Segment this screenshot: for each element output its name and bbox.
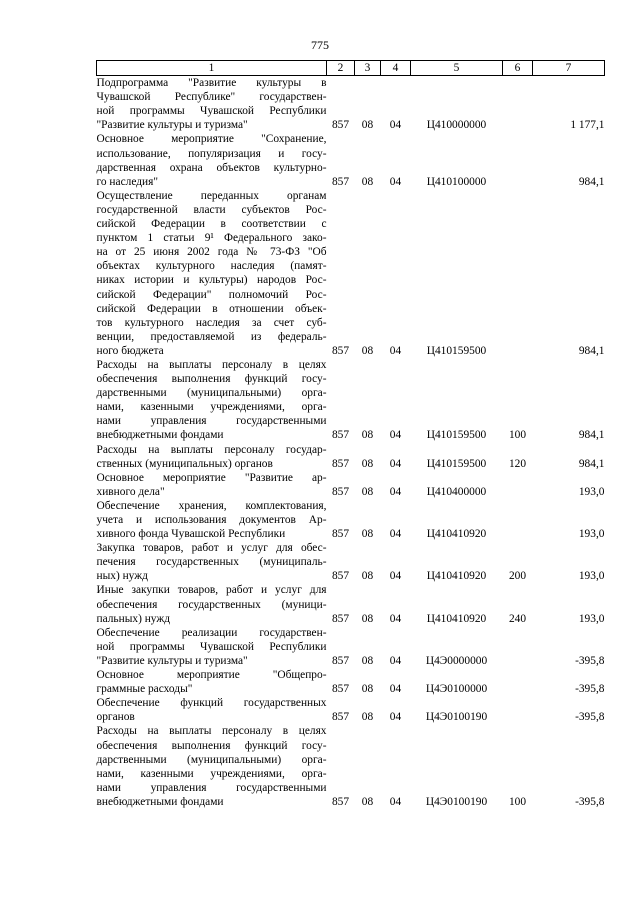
table-row: [97, 189, 605, 358]
description-line: хивного дела": [96, 485, 165, 498]
ministry-code: 857: [331, 344, 350, 357]
subsection-code: 04: [389, 654, 402, 667]
row-description: [97, 499, 327, 541]
ministry-code: 857: [331, 457, 350, 470]
ministry-code: 857: [331, 683, 350, 696]
header-col-5: 5: [411, 61, 503, 76]
row-description: [97, 626, 327, 668]
amount: 193,0: [578, 612, 605, 625]
description-line: объектах культурного наследия (памят-: [96, 260, 327, 273]
expense-type-code: 100: [508, 429, 527, 442]
ministry-code: 857: [331, 795, 350, 808]
subsection-code: 04: [389, 528, 402, 541]
row-description: [97, 76, 327, 133]
table-row: [97, 471, 605, 499]
amount: 193,0: [578, 570, 605, 583]
ministry-code: 857: [331, 175, 350, 188]
expense-type-code: 200: [508, 570, 527, 583]
description-line: пальных) нужд: [96, 612, 171, 625]
ministry-code: 857: [331, 711, 350, 724]
description-line: го наследия": [96, 175, 159, 188]
table-row: [97, 668, 605, 696]
section-code: 08: [361, 344, 374, 357]
target-item-code: Ц410159500: [426, 344, 487, 357]
description-line: обеспечения выполнения функций госу-: [96, 373, 327, 386]
amount: 984,1: [578, 344, 605, 357]
section-code: 08: [361, 711, 374, 724]
row-description: [97, 358, 327, 443]
target-item-code: Ц4Э0100000: [425, 683, 488, 696]
target-item-code: Ц410159500: [426, 457, 487, 470]
header-col-1: 1: [97, 61, 327, 76]
description-line: "Развитие культуры и туризма": [96, 119, 248, 132]
table-row: [97, 541, 605, 583]
amount: -395,8: [575, 795, 605, 808]
expense-type-code: [503, 696, 533, 724]
description-line: хивного фонда Чувашской Республики: [96, 528, 286, 541]
target-item-code: Ц410410920: [426, 570, 487, 583]
description-line: Обеспечение реализации государствен-: [96, 626, 327, 639]
description-line: Обеспечение функций государственных: [96, 697, 327, 710]
expense-type-code: [503, 189, 533, 358]
description-line: пунктом 1 статьи 9¹ Федерального зако-: [96, 232, 327, 245]
subsection-code: 04: [389, 344, 402, 357]
description-line: Расходы на выплаты персоналу государ-: [96, 443, 327, 456]
description-line: граммные расходы": [96, 683, 193, 696]
target-item-code: Ц410100000: [426, 175, 487, 188]
subsection-code: 04: [389, 683, 402, 696]
table-row: [97, 583, 605, 625]
description-line: Основное мероприятие "Общепро-: [96, 669, 327, 682]
subsection-code: 04: [389, 119, 402, 132]
target-item-code: Ц4Э0100190: [425, 795, 488, 808]
description-line: Основное мероприятие "Сохранение,: [96, 133, 327, 146]
ministry-code: 857: [331, 570, 350, 583]
section-code: 08: [361, 429, 374, 442]
description-line: сийской Федерации в отношении объек-: [96, 302, 327, 315]
amount: -395,8: [575, 683, 605, 696]
description-line: нами управления государственными: [96, 415, 327, 428]
table-row: [97, 626, 605, 668]
subsection-code: 04: [389, 570, 402, 583]
description-line: "Развитие культуры и туризма": [96, 654, 248, 667]
description-line: венции, предоставляемой из федераль-: [96, 330, 327, 343]
subsection-code: 04: [389, 429, 402, 442]
description-line: Основное мероприятие "Развитие ар-: [96, 471, 327, 484]
description-line: Осуществление переданных органам: [96, 189, 327, 202]
amount: -395,8: [575, 711, 605, 724]
description-line: нами, казенными учреждениями, орга-: [96, 401, 327, 414]
description-line: дарственная охрана объектов культурно-: [96, 161, 327, 174]
section-code: 08: [361, 175, 374, 188]
description-line: нами, казенными учреждениями, орга-: [96, 767, 327, 780]
description-line: сийской Федерации в соответствии с: [96, 218, 327, 231]
description-line: ственных (муниципальных) органов: [96, 457, 273, 470]
section-code: 08: [361, 457, 374, 470]
description-line: тов культурного наследия за счет суб-: [96, 316, 327, 329]
description-line: использование, популяризация и госу-: [96, 147, 327, 160]
description-line: государственной власти субъектов Рос-: [96, 203, 327, 216]
expense-type-code: 120: [508, 457, 527, 470]
description-line: Расходы на выплаты персоналу в целях: [96, 725, 327, 738]
section-code: 08: [361, 612, 374, 625]
description-line: сийской Федерации" полномочий Рос-: [96, 288, 327, 301]
expense-type-code: [503, 471, 533, 499]
amount: 984,1: [578, 175, 605, 188]
expense-type-code: [503, 132, 533, 188]
row-description: [97, 132, 327, 188]
header-col-7: 7: [533, 61, 605, 76]
budget-table: [96, 60, 605, 809]
description-line: Чувашской Республике" государствен-: [96, 91, 327, 104]
ministry-code: 857: [331, 528, 350, 541]
row-description: [97, 541, 327, 583]
table-row: [97, 499, 605, 541]
description-line: Расходы на выплаты персоналу в целях: [96, 358, 327, 371]
section-code: 08: [361, 119, 374, 132]
amount: 193,0: [578, 485, 605, 498]
subsection-code: 04: [389, 612, 402, 625]
row-description: [97, 583, 327, 625]
table-row: [97, 76, 605, 133]
description-line: ного бюджета: [96, 344, 164, 357]
table-row: [97, 132, 605, 188]
target-item-code: Ц4Э0000000: [425, 654, 488, 667]
description-line: Иные закупки товаров, работ и услуг для: [96, 584, 327, 597]
expense-type-code: [503, 668, 533, 696]
target-item-code: Ц410410920: [426, 612, 487, 625]
table-row: [97, 443, 605, 471]
ministry-code: 857: [331, 485, 350, 498]
expense-type-code: 240: [508, 612, 527, 625]
description-line: учета и использования документов Ар-: [96, 514, 327, 526]
page-number: 775: [311, 38, 329, 52]
amount: 984,1: [578, 457, 605, 470]
expense-type-code: [503, 626, 533, 668]
subsection-code: 04: [389, 175, 402, 188]
section-code: 08: [361, 485, 374, 498]
ministry-code: 857: [331, 429, 350, 442]
section-code: 08: [361, 795, 374, 808]
description-line: обеспечения выполнения функций госу-: [96, 739, 327, 752]
table-row: [97, 696, 605, 724]
header-row: [97, 61, 605, 76]
target-item-code: Ц410400000: [426, 485, 487, 498]
description-line: ных) нужд: [96, 570, 148, 583]
row-description: [97, 696, 327, 724]
description-line: Закупка товаров, работ и услуг для обес-: [96, 542, 327, 555]
description-line: ной программы Чувашской Республики: [96, 105, 327, 118]
description-line: ной программы Чувашской Республики: [96, 640, 327, 653]
description-line: дарственными (муниципальными) орга-: [96, 387, 327, 400]
description-line: дарственными (муниципальными) орга-: [96, 753, 327, 766]
expense-type-code: [503, 76, 533, 133]
table-row: [97, 724, 605, 809]
row-description: [97, 668, 327, 696]
row-description: [97, 443, 327, 471]
header-col-3: 3: [355, 61, 381, 76]
row-description: [97, 189, 327, 358]
section-code: 08: [361, 683, 374, 696]
subsection-code: 04: [389, 457, 402, 470]
target-item-code: Ц410410920: [426, 528, 487, 541]
subsection-code: 04: [389, 711, 402, 724]
table-row: [97, 358, 605, 443]
description-line: Подпрограмма "Развитие культуры в: [96, 77, 327, 90]
ministry-code: 857: [331, 119, 350, 132]
description-line: обеспечения государственных (муници-: [96, 598, 327, 611]
amount: -395,8: [575, 654, 605, 667]
section-code: 08: [361, 654, 374, 667]
ministry-code: 857: [331, 612, 350, 625]
row-description: [97, 471, 327, 499]
description-line: внебюджетными фондами: [96, 795, 224, 808]
header-col-2: 2: [327, 61, 355, 76]
expense-type-code: 100: [508, 795, 527, 808]
header-col-6: 6: [503, 61, 533, 76]
target-item-code: Ц410159500: [426, 429, 487, 442]
ministry-code: 857: [331, 654, 350, 667]
description-line: на от 25 июня 2002 года № 73-ФЗ "Об: [96, 246, 327, 259]
amount: 1 177,1: [570, 119, 605, 132]
amount: 193,0: [578, 528, 605, 541]
description-line: нами управления государственными: [96, 781, 327, 794]
section-code: 08: [361, 528, 374, 541]
header-col-4: 4: [381, 61, 411, 76]
target-item-code: Ц4Э0100190: [425, 711, 488, 724]
subsection-code: 04: [389, 485, 402, 498]
row-description: [97, 724, 327, 809]
description-line: Обеспечение хранения, комплектования,: [96, 499, 327, 512]
target-item-code: Ц410000000: [426, 119, 487, 132]
table-body: [97, 76, 605, 809]
description-line: печения государственных (муниципаль-: [96, 556, 327, 569]
description-line: органов: [96, 711, 135, 724]
description-line: внебюджетными фондами: [96, 429, 224, 442]
expense-type-code: [503, 499, 533, 541]
description-line: никах истории и культуры) народов Рос-: [96, 274, 327, 287]
subsection-code: 04: [389, 795, 402, 808]
section-code: 08: [361, 570, 374, 583]
amount: 984,1: [578, 429, 605, 442]
